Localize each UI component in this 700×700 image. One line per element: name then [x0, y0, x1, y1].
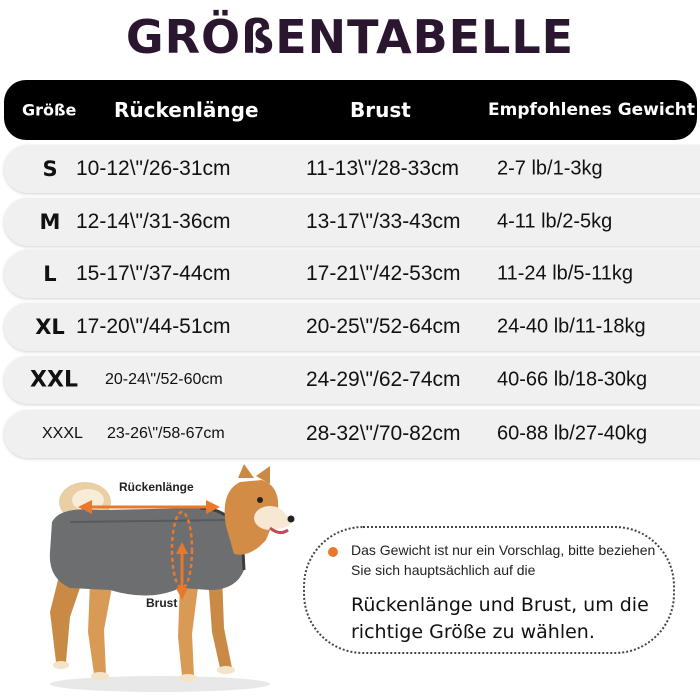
bullet-dot-icon [328, 547, 338, 557]
size-table-header [4, 80, 697, 140]
dog-in-vest-image [30, 462, 300, 694]
header-weight: Empfohlenes Gewicht [488, 100, 696, 120]
weight-cell: 60-88 lb/27-40kg [497, 422, 648, 445]
weight-cell: 11-24 lb/5-11kg [497, 262, 634, 285]
size-row-xxl [4, 356, 700, 404]
chest-cell: 24-29\"/62-74cm [306, 368, 461, 391]
back-length-cell: 23-26\"/58-67cm [107, 425, 225, 442]
weight-cell: 24-40 lb/11-18kg [497, 315, 646, 338]
dog-measurement-illustration [30, 462, 300, 694]
size-cell: XL [35, 315, 65, 339]
chest-cell: 20-25\"/52-64cm [306, 315, 461, 338]
size-cell: S [42, 157, 58, 181]
note-text-small: Das Gewicht ist nur ein Vorschlag, bitte beziehen Sie sich hauptsächlich auf die [351, 542, 656, 578]
chest-cell: 28-32\"/70-82cm [306, 422, 461, 445]
back-length-cell: 12-14\"/31-36cm [76, 210, 231, 233]
size-cell: M [39, 210, 61, 234]
size-row-l [4, 250, 700, 298]
back-length-cell: 15-17\"/37-44cm [76, 262, 231, 285]
size-row-m [4, 198, 700, 246]
chest-cell: 17-21\"/42-53cm [306, 262, 461, 285]
chest-cell: 11-13\"/28-33cm [306, 157, 459, 180]
header-size: Größe [22, 100, 77, 120]
size-cell: XXXL [42, 425, 83, 442]
back-length-cell: 20-24\"/52-60cm [105, 371, 223, 388]
header-chest: Brust [350, 98, 411, 122]
size-cell: XXL [30, 367, 78, 393]
chest-cell: 13-17\"/33-43cm [306, 210, 461, 233]
back-length-cell: 17-20\"/44-51cm [76, 315, 231, 338]
page-title: GRÖßENTABELLE [125, 10, 575, 64]
size-row-xl [4, 303, 700, 351]
size-row-s [4, 145, 700, 193]
size-row-xxxl [4, 410, 700, 458]
back-length-cell: 10-12\"/26-31cm [76, 157, 231, 180]
weight-cell: 40-66 lb/18-30kg [497, 368, 648, 391]
note-text-large: Rückenlänge und Brust, um die richtige Größe zu wählen. [351, 594, 649, 643]
header-back-length: Rückenlänge [114, 98, 259, 122]
back-length-label: Rückenlänge [119, 480, 194, 494]
sizing-note [303, 526, 675, 654]
chest-label: Brust [146, 596, 178, 610]
weight-cell: 4-11 lb/2-5kg [497, 210, 613, 233]
size-cell: L [43, 262, 57, 286]
weight-cell: 2-7 lb/1-3kg [497, 157, 603, 180]
